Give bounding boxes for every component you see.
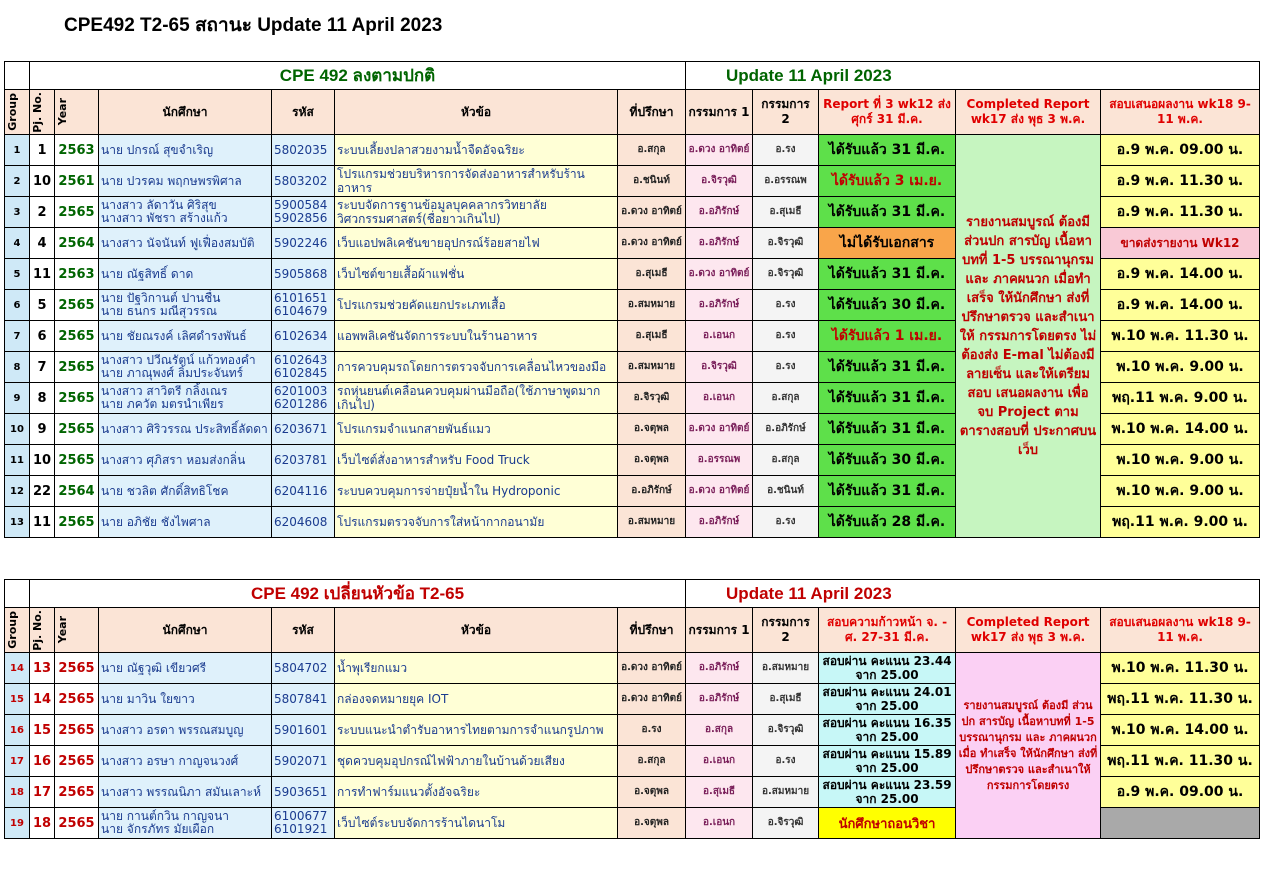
committee1-cell: อ.อภิรักษ์ [686,197,753,228]
student-ids-cell [272,777,335,808]
advisor-cell: อ.จตุพล [618,445,686,476]
corner-cell [5,62,30,90]
student-ids-cell [272,653,335,684]
pj-no-cell: 10 [30,445,55,476]
topic-cell: เว็บไซต์สั่งอาหารสำหรับ Food Truck [335,445,618,476]
header-topic: หัวข้อ [335,90,618,135]
student-name: นาย ธนกร มณีสุวรรณ [101,304,217,318]
advisor-cell: อ.จิรวุฒิ [618,383,686,414]
student-ids-cell [272,445,335,476]
group-cell: 5 [5,259,30,290]
committee1-cell: อ.อภิรักษ์ [686,684,753,715]
student-name: นาย ปัฐวิกานต์ ปานชื่น [101,291,221,305]
group-cell: 11 [5,445,30,476]
header-com2: กรรมการ 2 [753,90,819,135]
student-ids-cell [272,290,335,321]
exam-schedule-cell [1101,808,1260,839]
exam-schedule-cell: พ.10 พ.ค. 9.00 น. [1101,352,1260,383]
header-advisor: ที่ปรึกษา [618,90,686,135]
status-cell: สอบผ่าน คะแนน 23.59 จาก 25.00 [819,777,956,808]
exam-schedule-cell: อ.9 พ.ค. 09.00 น. [1101,135,1260,166]
committee1-cell: อ.เอนก [686,808,753,839]
year-cell: 2565 [55,445,99,476]
student-name: นางสาว ศิริวรรณ ประสิทธิ์ลัดดา [101,421,268,436]
advisor-cell: อ.สกุล [618,135,686,166]
header-completed: Completed Report wk17 ส่ง พุธ 3 พ.ค. [956,90,1101,135]
student-id: 5903651 [274,784,328,799]
header-group: Group [5,608,30,653]
student-ids-cell [272,352,335,383]
student-ids-cell [272,259,335,290]
corner-cell [5,580,30,608]
year-cell: 2565 [55,653,99,684]
student-name: นาย จักรภัทร มัยเผือก [101,822,215,836]
committee1-cell: อ.ดวง อาทิตย์ [686,476,753,507]
advisor-cell: อ.จตุพล [618,414,686,445]
completed-report-note: รายงานสมบูรณ์ ต้องมี ส่วนปก สารบัญ เนื้อหาบทที่ 1-5 บรรณานุกรม และ ภาคผนวก เมื่อ ทำเสร็จ ให้นักศึกษา ส่งที่ปรึกษาตรวจ และสำเนาให้ กรรมการโดยตรง [956,653,1101,839]
group-cell: 15 [5,684,30,715]
student-id: 5803202 [274,173,328,188]
committee2-cell: อ.สกุล [753,445,819,476]
committee1-cell: อ.เอนก [686,746,753,777]
year-cell: 2565 [55,684,99,715]
section1-table [4,61,1260,538]
student-names-cell [99,383,272,414]
topic-cell: โปรแกรมช่วยคัดแยกประเภทเสื้อ [335,290,618,321]
student-id: 5902856 [274,211,328,225]
committee2-cell: อ.จิรวุฒิ [753,808,819,839]
group-cell: 1 [5,135,30,166]
student-names-cell [99,414,272,445]
advisor-cell: อ.ดวง อาทิตย์ [618,653,686,684]
student-name: นาย ณัฐวุฒิ เขียวศรี [101,660,207,675]
advisor-cell: อ.สมหมาย [618,290,686,321]
completed-report-note: รายงานสมบูรณ์ ต้องมี ส่วนปก สารบัญ เนื้อหา บทที่ 1-5 บรรณานุกรม และ ภาคผนวก เมื่อทำ เสร็จ ให้นักศึกษา ส่งที่ปรึกษาตรวจ และสำเนาให้ กรรมการโดยตรง ไม่ต้องส่ง E-mal ไม่ต้องมีลายเซ็น และให้เตรียมสอบ เสนอผลงาน เพื่อ จบ Project ตาม ตารางสอบที่ ประกาศบนเว็บ [956,135,1101,538]
header-status: Report ที่ 3 wk12 ส่ง ศุกร์ 31 มี.ค. [819,90,956,135]
table-row [5,135,1260,166]
exam-schedule-cell: อ.9 พ.ค. 14.00 น. [1101,259,1260,290]
header-exam: สอบเสนอผลงาน wk18 9-11 พ.ค. [1101,608,1260,653]
student-name: นางสาว พรรณนิภา สมันเลาะห์ [101,784,262,799]
topic-cell: รถหุ่นยนต์เคลื่อนควบคุมผ่านมือถือ(ใช้ภาษาพูดมากเกินไป) [335,383,618,414]
status-cell: ได้รับแล้ว 1 เม.ย. [819,321,956,352]
advisor-cell: อ.ดวง อาทิตย์ [618,684,686,715]
committee2-cell: อ.สมหมาย [753,653,819,684]
committee2-cell: อ.ชนินท์ [753,476,819,507]
student-name: นางสาว พัชรา สร้างแก้ว [101,211,228,225]
year-cell: 2565 [55,414,99,445]
topic-cell: โปรแกรมตรวจจับการใส่หน้ากากอนามัย [335,507,618,538]
exam-schedule-cell: พ.10 พ.ค. 9.00 น. [1101,445,1260,476]
group-cell: 16 [5,715,30,746]
pj-no-cell: 13 [30,653,55,684]
year-cell: 2563 [55,259,99,290]
topic-cell: เว็บไซต์ระบบจัดการร้านไดนาโม [335,808,618,839]
student-names-cell [99,228,272,259]
exam-schedule-cell: พ.10 พ.ค. 14.00 น. [1101,715,1260,746]
year-cell: 2565 [55,507,99,538]
student-names-cell [99,352,272,383]
advisor-cell: อ.จตุพล [618,777,686,808]
advisor-cell: อ.สุเมธี [618,321,686,352]
student-id: 6201003 [274,384,328,398]
student-id: 6102845 [274,366,328,380]
header-com2: กรรมการ 2 [753,608,819,653]
header-id: รหัส [272,90,335,135]
advisor-cell: อ.อภิรักษ์ [618,476,686,507]
student-ids-cell [272,746,335,777]
header-pj: Pj. No. [30,90,55,135]
status-cell: ได้รับแล้ว 30 มี.ค. [819,290,956,321]
advisor-cell: อ.จตุพล [618,808,686,839]
group-cell: 9 [5,383,30,414]
status-cell: ได้รับแล้ว 28 มี.ค. [819,507,956,538]
student-names-cell [99,746,272,777]
pj-no-cell: 8 [30,383,55,414]
header-completed: Completed Report wk17 ส่ง พุธ 3 พ.ค. [956,608,1101,653]
committee1-cell: อ.อรรณพ [686,445,753,476]
header-status: สอบความก้าวหน้า จ. - ศ. 27-31 มี.ค. [819,608,956,653]
exam-schedule-cell: อ.9 พ.ค. 11.30 น. [1101,166,1260,197]
pj-no-cell: 9 [30,414,55,445]
advisor-cell: อ.สมหมาย [618,352,686,383]
committee1-cell: อ.อภิรักษ์ [686,290,753,321]
header-com1: กรรมการ 1 [686,90,753,135]
group-cell: 8 [5,352,30,383]
exam-schedule-cell: พ.10 พ.ค. 9.00 น. [1101,476,1260,507]
pj-no-cell: 2 [30,197,55,228]
student-id: 5900584 [274,198,328,212]
committee2-cell: อ.รง [753,352,819,383]
student-names-cell [99,445,272,476]
committee1-cell: อ.เอนก [686,321,753,352]
student-name: นาย ชัยณรงค์ เลิศดำรงพันธ์ [101,328,247,343]
advisor-cell: อ.รง [618,715,686,746]
group-cell: 2 [5,166,30,197]
topic-cell: กล่องจดหมายยุค IOT [335,684,618,715]
status-cell: สอบผ่าน คะแนน 24.01 จาก 25.00 [819,684,956,715]
status-cell: ไม่ได้รับเอกสาร [819,228,956,259]
student-name: นางสาว ลัดาวัน ศิริสุข [101,198,217,212]
student-ids-cell [272,383,335,414]
student-id: 5902071 [274,753,328,768]
advisor-cell: อ.ดวง อาทิตย์ [618,197,686,228]
student-name: นาย ภาณุพงศ์ ลิ้มประจันทร์ [101,366,244,380]
student-ids-cell [272,808,335,839]
year-cell: 2564 [55,228,99,259]
topic-cell: ชุดควบคุมอุปกรณ์ไฟฟ้าภายในบ้านด้วยเสียง [335,746,618,777]
exam-schedule-cell: พ.10 พ.ค. 14.00 น. [1101,414,1260,445]
committee1-cell: อ.ดวง อาทิตย์ [686,414,753,445]
student-name: นาย ปวรคม พฤกษพรพิศาล [101,173,242,188]
year-cell: 2563 [55,135,99,166]
student-name: นาย ปกรณ์ สุขจำเริญ [101,142,214,157]
group-cell: 18 [5,777,30,808]
committee2-cell: อ.จิรวุฒิ [753,228,819,259]
committee1-cell: อ.อภิรักษ์ [686,653,753,684]
pj-no-cell: 10 [30,166,55,197]
student-names-cell [99,507,272,538]
advisor-cell: อ.สกุล [618,746,686,777]
exam-schedule-cell: อ.9 พ.ค. 09.00 น. [1101,777,1260,808]
topic-cell: ระบบแนะนำตำรับอาหารไทยตามการจำแนกรูปภาพ [335,715,618,746]
committee1-cell: อ.จิรวุฒิ [686,166,753,197]
advisor-cell: อ.ดวง อาทิตย์ [618,228,686,259]
topic-cell: ระบบควบคุมการจ่ายปุ๋ยน้ำใน Hydroponic [335,476,618,507]
student-name: นาย อภิชัย ชังไพศาล [101,514,211,529]
topic-cell: เว็บแอปพลิเคชันขายอุปกรณ์ร้อยสายไฟ [335,228,618,259]
exam-schedule-cell: ขาดส่งรายงาน Wk12 [1101,228,1260,259]
topic-cell: แอพพลิเคชันจัดการระบบในร้านอาหาร [335,321,618,352]
year-cell: 2564 [55,476,99,507]
student-ids-cell [272,715,335,746]
exam-schedule-cell: อ.9 พ.ค. 11.30 น. [1101,197,1260,228]
committee2-cell: อ.รง [753,321,819,352]
committee2-cell: อ.สุเมธี [753,684,819,715]
student-id: 5905868 [274,266,328,281]
exam-schedule-cell: พ.10 พ.ค. 11.30 น. [1101,653,1260,684]
topic-cell: การทำฟาร์มแนวตั้งอัจฉริยะ [335,777,618,808]
pj-no-cell: 15 [30,715,55,746]
committee2-cell: อ.สุเมธี [753,197,819,228]
pj-no-cell: 4 [30,228,55,259]
student-name: นางสาว ศุภิสรา หอมส่งกลิ่น [101,452,246,467]
student-ids-cell [272,166,335,197]
exam-schedule-cell: อ.9 พ.ค. 14.00 น. [1101,290,1260,321]
header-com1: กรรมการ 1 [686,608,753,653]
group-cell: 19 [5,808,30,839]
header-advisor: ที่ปรึกษา [618,608,686,653]
exam-schedule-cell: พฤ.11 พ.ค. 11.30 น. [1101,746,1260,777]
header-topic: หัวข้อ [335,608,618,653]
status-cell: ได้รับแล้ว 30 มี.ค. [819,445,956,476]
pj-no-cell: 7 [30,352,55,383]
student-id: 6204608 [274,514,328,529]
pj-no-cell: 11 [30,259,55,290]
advisor-cell: อ.สมหมาย [618,507,686,538]
student-id: 5802035 [274,142,328,157]
section2-table [4,579,1260,839]
year-cell: 2565 [55,746,99,777]
student-names-cell [99,777,272,808]
topic-cell: การควบคุมรถโดยการตรวจจับการเคลื่อนไหวของมือ [335,352,618,383]
status-cell: ได้รับแล้ว 31 มี.ค. [819,352,956,383]
topic-cell: น้ำพุเรียกแมว [335,653,618,684]
year-cell: 2565 [55,352,99,383]
student-names-cell [99,321,272,352]
committee2-cell: อ.สมหมาย [753,777,819,808]
committee2-cell: อ.รง [753,507,819,538]
group-cell: 6 [5,290,30,321]
topic-cell: ระบบจัดการฐานข้อมูลบุคคลากรวิทยาลัย วิศวกรรมศาสตร์(ชื่อยาวเกินไป) [335,197,618,228]
student-name: นางสาว อรษา กาญจนวงศ์ [101,753,239,768]
header-pj: Pj. No. [30,608,55,653]
status-cell: ได้รับแล้ว 31 มี.ค. [819,383,956,414]
pj-no-cell: 16 [30,746,55,777]
student-id: 6100677 [274,809,328,823]
student-name: นาย ภควัต มตรนำเพียร [101,397,224,411]
table-row [5,653,1260,684]
section1-title: CPE 492 ลงตามปกติ [30,62,686,90]
student-names-cell [99,653,272,684]
committee2-cell: อ.รง [753,135,819,166]
committee1-cell: อ.จิรวุฒิ [686,352,753,383]
status-cell: นักศึกษาถอนวิชา [819,808,956,839]
student-id: 5807841 [274,691,328,706]
pj-no-cell: 6 [30,321,55,352]
header-student: นักศึกษา [99,608,272,653]
student-ids-cell [272,414,335,445]
student-id: 6101921 [274,822,328,836]
committee1-cell: อ.เอนก [686,383,753,414]
year-cell: 2565 [55,321,99,352]
status-cell: สอบผ่าน คะแนน 16.35 จาก 25.00 [819,715,956,746]
student-names-cell [99,684,272,715]
student-name: นางสาว สาวิตรี กลิ้งเณร [101,384,228,398]
advisor-cell: อ.สุเมธี [618,259,686,290]
student-id: 6101651 [274,291,328,305]
committee1-cell: อ.อภิรักษ์ [686,228,753,259]
status-cell: ได้รับแล้ว 31 มี.ค. [819,414,956,445]
header-exam: สอบเสนอผลงาน wk18 9-11 พ.ค. [1101,90,1260,135]
committee1-cell: อ.สุเมธี [686,777,753,808]
group-cell: 12 [5,476,30,507]
status-cell: สอบผ่าน คะแนน 15.89 จาก 25.00 [819,746,956,777]
header-student: นักศึกษา [99,90,272,135]
pj-no-cell: 5 [30,290,55,321]
committee1-cell: อ.ดวง อาทิตย์ [686,135,753,166]
topic-cell: โปรแกรมช่วยบริหารการจัดส่งอาหารสำหรับร้านอาหาร [335,166,618,197]
group-cell: 14 [5,653,30,684]
status-cell: ได้รับแล้ว 31 มี.ค. [819,135,956,166]
committee2-cell: อ.สกุล [753,383,819,414]
pj-no-cell: 14 [30,684,55,715]
status-cell: ได้รับแล้ว 31 มี.ค. [819,476,956,507]
committee1-cell: อ.ดวง อาทิตย์ [686,259,753,290]
student-names-cell [99,808,272,839]
status-cell: ได้รับแล้ว 31 มี.ค. [819,197,956,228]
student-id: 6102643 [274,353,328,367]
advisor-cell: อ.ชนินท์ [618,166,686,197]
student-id: 5804702 [274,660,328,675]
student-name: นางสาว ปวีณรัตน์ แก้วทองคำ [101,353,256,367]
group-cell: 4 [5,228,30,259]
header-id: รหัส [272,608,335,653]
exam-schedule-cell: พฤ.11 พ.ค. 11.30 น. [1101,684,1260,715]
student-names-cell [99,290,272,321]
committee2-cell: อ.จิรวุฒิ [753,715,819,746]
group-cell: 10 [5,414,30,445]
year-cell: 2561 [55,166,99,197]
student-ids-cell [272,197,335,228]
exam-schedule-cell: พฤ.11 พ.ค. 9.00 น. [1101,507,1260,538]
committee2-cell: อ.อภิรักษ์ [753,414,819,445]
year-cell: 2565 [55,290,99,321]
student-name: นางสาว อรดา พรรณสมบูญ [101,722,244,737]
group-cell: 17 [5,746,30,777]
student-ids-cell [272,684,335,715]
page-title: CPE492 T2-65 สถานะ Update 11 April 2023 [64,15,443,36]
student-ids-cell [272,228,335,259]
student-id: 6102634 [274,328,328,343]
topic-cell: ระบบเลี้ยงปลาสวยงามน้ำจืดอัจฉริยะ [335,135,618,166]
pj-no-cell: 1 [30,135,55,166]
status-cell: ได้รับแล้ว 31 มี.ค. [819,259,956,290]
committee1-cell: อ.อภิรักษ์ [686,507,753,538]
status-cell: ได้รับแล้ว 3 เม.ย. [819,166,956,197]
student-id: 6104679 [274,304,328,318]
student-name: นางสาว นัจนันท์ ฟูเฟื่องสมบัติ [101,235,255,250]
exam-schedule-cell: พฤ.11 พ.ค. 9.00 น. [1101,383,1260,414]
pj-no-cell: 18 [30,808,55,839]
student-names-cell [99,476,272,507]
group-cell: 7 [5,321,30,352]
status-cell: สอบผ่าน คะแนน 23.44 จาก 25.00 [819,653,956,684]
student-id: 6203781 [274,452,328,467]
year-cell: 2565 [55,808,99,839]
student-ids-cell [272,476,335,507]
group-cell: 13 [5,507,30,538]
committee2-cell: อ.รง [753,746,819,777]
committee2-cell: อ.จิรวุฒิ [753,259,819,290]
student-names-cell [99,197,272,228]
student-names-cell [99,259,272,290]
pj-no-cell: 11 [30,507,55,538]
committee1-cell: อ.สกุล [686,715,753,746]
group-cell: 3 [5,197,30,228]
pj-no-cell: 17 [30,777,55,808]
student-names-cell [99,715,272,746]
topic-cell: โปรแกรมจำแนกสายพันธ์แมว [335,414,618,445]
student-names-cell [99,166,272,197]
header-year: Year [55,608,99,653]
committee2-cell: อ.อรรณพ [753,166,819,197]
topic-cell: เว็บไซต์ขายเสื้อผ้าแฟชั่น [335,259,618,290]
section1-update: Update 11 April 2023 [686,62,1260,90]
student-name: นาย มาวิน ใยขาว [101,691,195,706]
exam-schedule-cell: พ.10 พ.ค. 11.30 น. [1101,321,1260,352]
pj-no-cell: 22 [30,476,55,507]
header-year: Year [55,90,99,135]
year-cell: 2565 [55,715,99,746]
student-name: นาย กานต์กวิน กาญจนา [101,809,230,823]
year-cell: 2565 [55,383,99,414]
student-ids-cell [272,135,335,166]
student-id: 6201286 [274,397,328,411]
section2-title: CPE 492 เปลี่ยนหัวข้อ T2-65 [30,580,686,608]
student-ids-cell [272,321,335,352]
year-cell: 2565 [55,777,99,808]
student-id: 5901601 [274,722,328,737]
student-name: นาย ชวลิต ศักดิ์สิทธิโชค [101,483,229,498]
year-cell: 2565 [55,197,99,228]
header-group: Group [5,90,30,135]
student-name: นาย ณัฐสิทธิ์ ดาด [101,266,194,281]
student-names-cell [99,135,272,166]
student-id: 5902246 [274,235,328,250]
student-ids-cell [272,507,335,538]
student-id: 6204116 [274,483,328,498]
student-id: 6203671 [274,421,328,436]
section2-update: Update 11 April 2023 [686,580,1260,608]
committee2-cell: อ.รง [753,290,819,321]
